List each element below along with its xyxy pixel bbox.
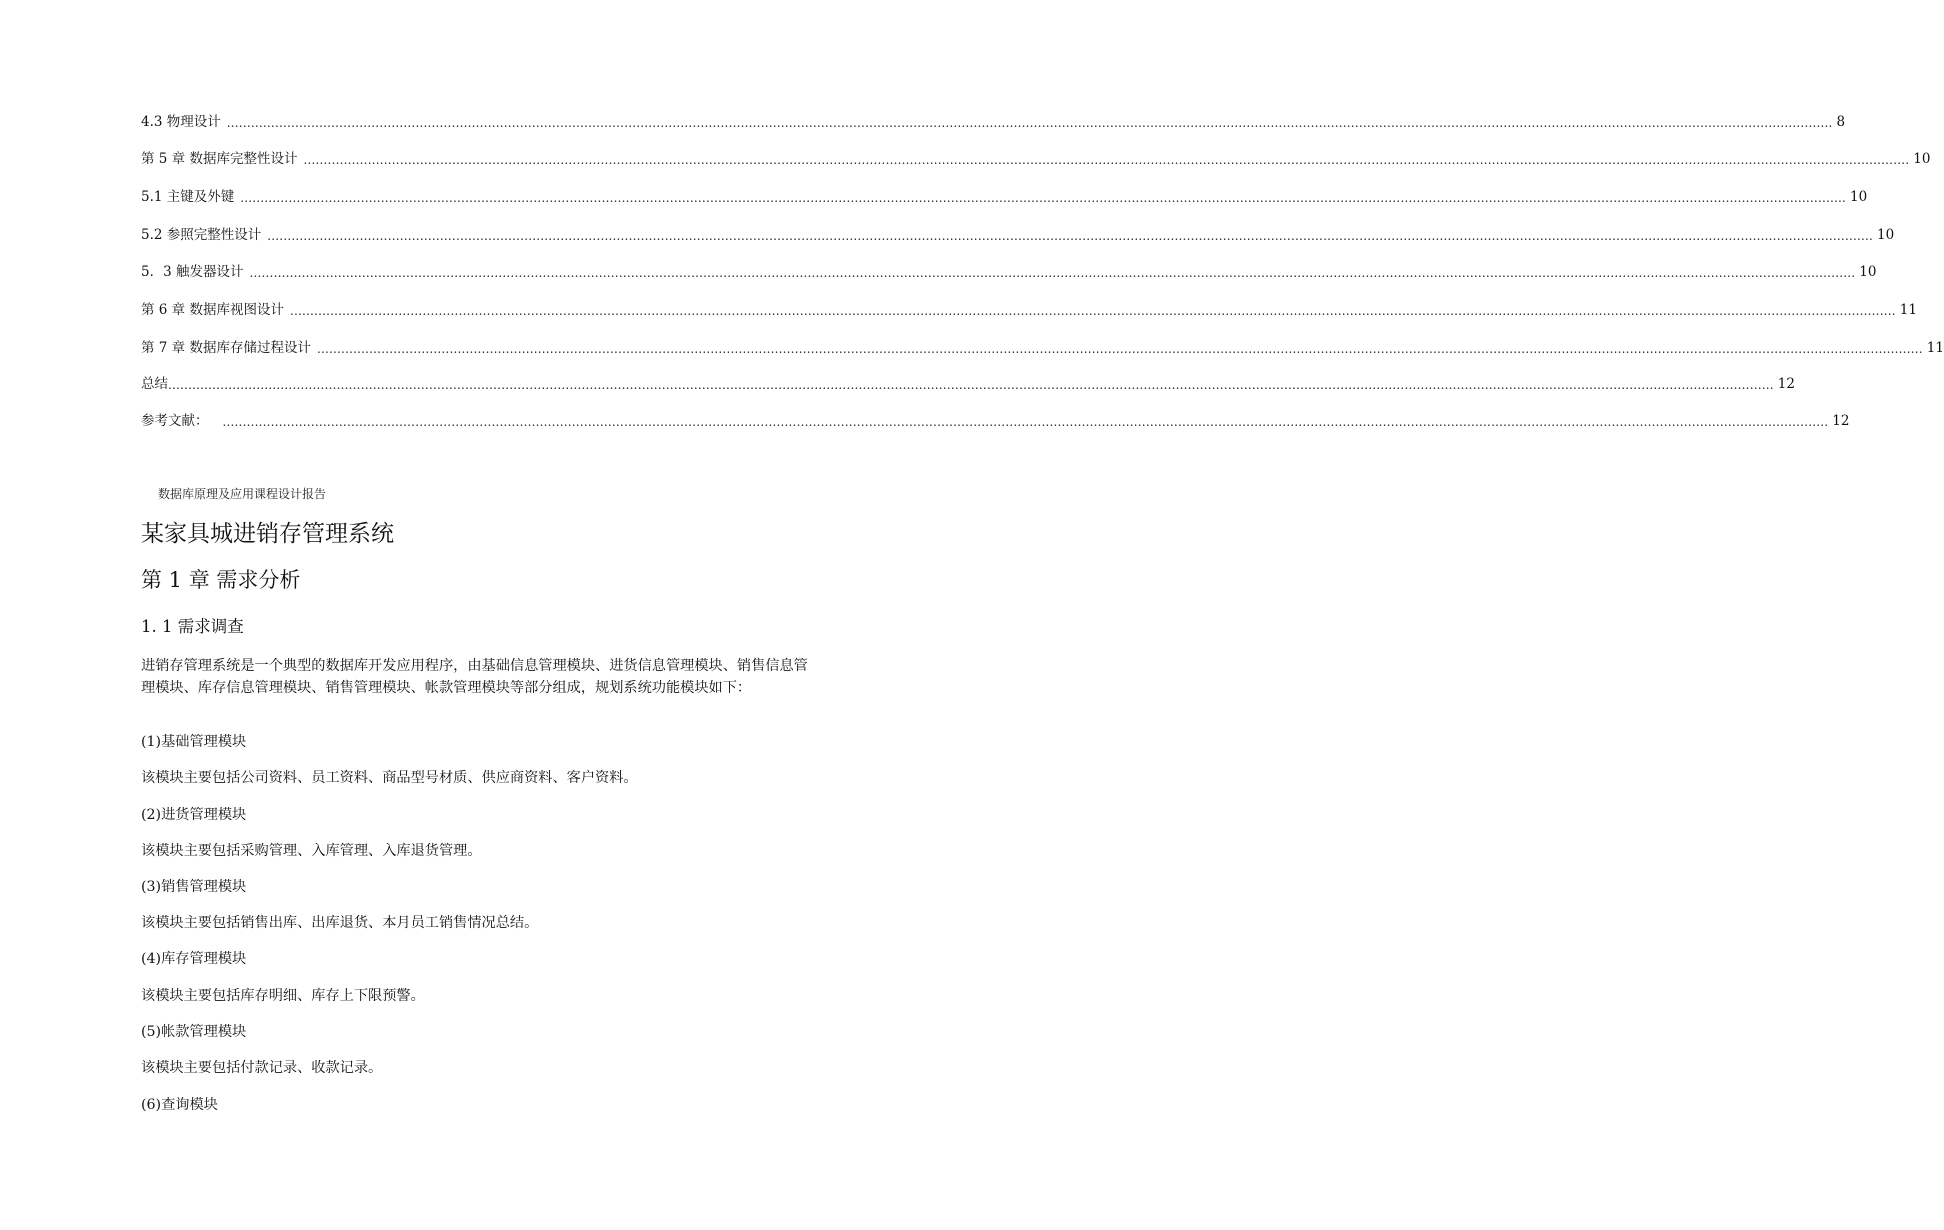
toc-leader: ................................................................................................................................................................................................................................................................................................................................................................................................................ bbox=[303, 153, 1910, 167]
toc-entry-label: 5.1 主键及外键 bbox=[141, 189, 235, 205]
toc-entry-label: 第 6 章 数据库视图设计 bbox=[141, 302, 284, 318]
module-heading: (5)帐款管理模块 bbox=[141, 1024, 247, 1040]
toc-entry-page: 10 bbox=[1859, 264, 1877, 280]
report-header-caption: 数据库原理及应用课程设计报告 bbox=[158, 487, 327, 501]
module-heading: (2)进货管理模块 bbox=[141, 807, 247, 823]
toc-entry[interactable] bbox=[141, 262, 1877, 282]
toc-entry-label: 第 7 章 数据库存储过程设计 bbox=[141, 340, 311, 356]
toc-entry[interactable] bbox=[141, 411, 1850, 431]
toc-leader: ................................................................................................................................................................................................................................................................................................................................................................................................................ bbox=[316, 342, 1923, 356]
toc-entry-label: 参考文献： bbox=[141, 413, 209, 429]
toc-entry[interactable] bbox=[141, 187, 1868, 207]
module-description: 该模块主要包括库存明细、库存上下限预警。 bbox=[141, 988, 425, 1004]
intro-paragraph: 进销存管理系统是一个典型的数据库开发应用程序，由基础信息管理模块、进货信息管理模块、销售信息管理模块、库存信息管理模块、销售管理模块、帐款管理模块等部分组成，规划系统功能模块如下： bbox=[141, 658, 808, 696]
toc-leader: ................................................................................................................................................................................................................................................................................................................................................................................................................ bbox=[289, 304, 1896, 318]
toc-entry-page: 12 bbox=[1832, 413, 1850, 429]
toc-entry-page: 10 bbox=[1877, 227, 1895, 243]
chapter-title: 第 1 章 需求分析 bbox=[141, 568, 301, 592]
toc-leader: ................................................................................................................................................................................................................................................................................................................................................................................................................ bbox=[222, 415, 1829, 429]
toc-entry-page: 10 bbox=[1913, 151, 1931, 167]
toc-entry-page: 8 bbox=[1836, 114, 1846, 130]
toc-entry[interactable] bbox=[141, 149, 1931, 169]
module-heading: (1)基础管理模块 bbox=[141, 734, 247, 750]
toc-leader: ................................................................................................................................................................................................................................................................................................................................................................................................................ bbox=[226, 116, 1833, 130]
module-heading: (6)查询模块 bbox=[141, 1097, 218, 1113]
toc-entry-label: 4.3 物理设计 bbox=[141, 114, 221, 130]
toc-leader: ................................................................................................................................................................................................................................................................................................................................................................................................................ bbox=[240, 191, 1847, 205]
toc-entry[interactable] bbox=[141, 112, 1846, 132]
module-heading: (4)库存管理模块 bbox=[141, 951, 247, 967]
toc-entry[interactable] bbox=[141, 300, 1917, 320]
toc-leader: ................................................................................................................................................................................................................................................................................................................................................................................................................ bbox=[267, 229, 1874, 243]
toc-entry-label: 5．3 触发器设计 bbox=[141, 264, 244, 280]
module-description: 该模块主要包括采购管理、入库管理、入库退货管理。 bbox=[141, 843, 482, 859]
document-title: 某家具城进销存管理系统 bbox=[141, 521, 394, 547]
module-description: 该模块主要包括公司资料、员工资料、商品型号材质、供应商资料、客户资料。 bbox=[141, 770, 638, 786]
toc-leader: ................................................................................................................................................................................................................................................................................................................................................................................................................ bbox=[168, 378, 1774, 392]
module-description: 该模块主要包括销售出库、出库退货、本月员工销售情况总结。 bbox=[141, 915, 539, 931]
toc-entry-label: 第 5 章 数据库完整性设计 bbox=[141, 151, 298, 167]
toc-entry-page: 11 bbox=[1899, 302, 1917, 318]
toc-leader: ................................................................................................................................................................................................................................................................................................................................................................................................................ bbox=[249, 266, 1856, 280]
section-title: 1. 1 需求调查 bbox=[141, 617, 244, 636]
toc-entry-page: 11 bbox=[1926, 340, 1944, 356]
toc-entry[interactable] bbox=[141, 338, 1944, 358]
toc-entry-page: 12 bbox=[1777, 376, 1795, 392]
toc-entry-label: 总结 bbox=[141, 376, 168, 392]
toc-entry[interactable] bbox=[141, 374, 1795, 394]
module-heading: (3)销售管理模块 bbox=[141, 879, 247, 895]
toc-entry-page: 10 bbox=[1850, 189, 1868, 205]
toc-entry[interactable] bbox=[141, 225, 1895, 245]
toc-entry-label: 5.2 参照完整性设计 bbox=[141, 227, 262, 243]
module-description: 该模块主要包括付款记录、收款记录。 bbox=[141, 1060, 383, 1076]
